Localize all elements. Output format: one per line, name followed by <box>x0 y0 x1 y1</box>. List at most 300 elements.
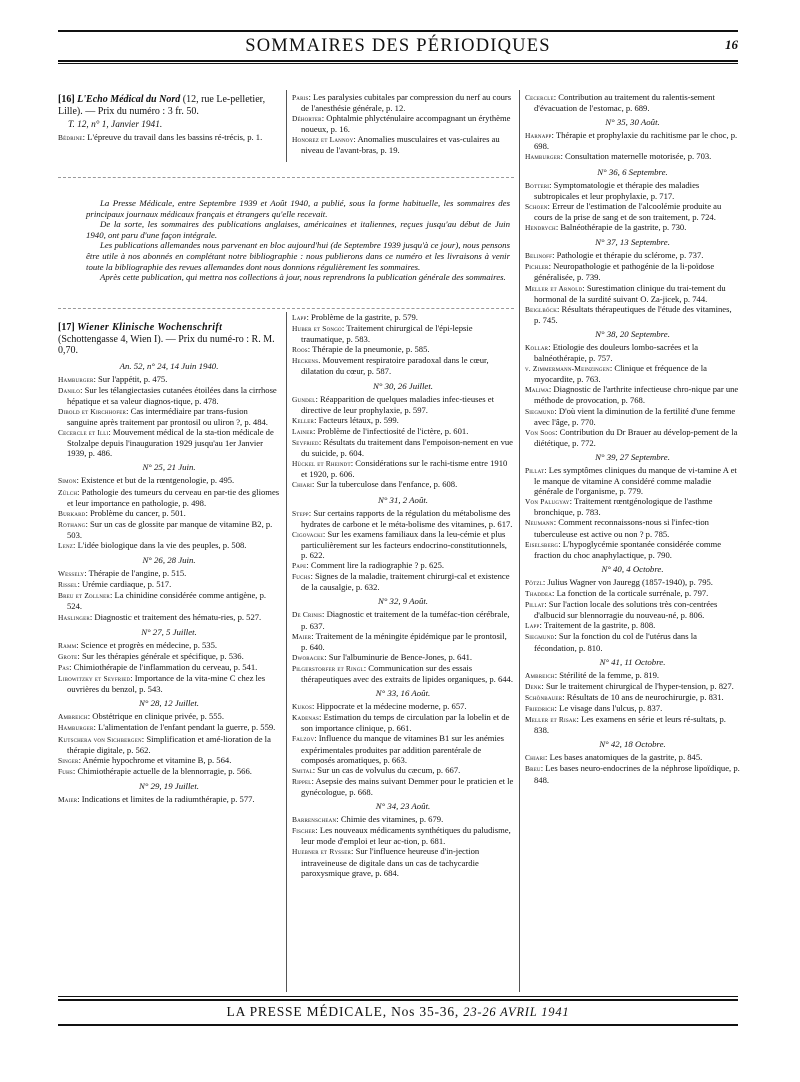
article-author: Grote <box>58 651 78 661</box>
article-author: Kollar <box>525 342 549 352</box>
article-entry <box>292 426 514 437</box>
main-column-2 <box>292 312 514 878</box>
column-rule <box>286 312 287 992</box>
article-entry <box>58 662 280 673</box>
journal-name: Wiener Klinische Wochenschrift <box>77 322 223 333</box>
article-title: : Les paralysies cubitales par compression du nerf au cours de l'anesthésie générale, p. 12. <box>301 92 512 114</box>
header-bottom-rule-thin <box>58 63 738 64</box>
journal-number: [17] <box>58 322 75 333</box>
article-entry <box>292 776 514 797</box>
header-bottom-rule <box>58 60 738 62</box>
article-entry <box>58 612 280 623</box>
article-title: : Réapparition de quelques maladies infec-tieuses et directive de leur prophylaxie, p. 597. <box>301 393 494 415</box>
article-title: : Hippocrate et la médecine moderne, p. 657. <box>311 701 467 712</box>
article-author: Botteri <box>525 180 550 190</box>
article-author: Heckens <box>292 356 319 366</box>
article-title: : Sur les thérapies générale et spécifique, p. 536. <box>77 650 244 661</box>
issue-heading: N° 33, 16 Août. <box>375 688 431 699</box>
article-entry <box>525 363 740 384</box>
article-entry <box>58 755 280 766</box>
article-author: Siegmund <box>525 632 555 642</box>
article-entry <box>525 384 740 405</box>
article-author: Kadenas <box>292 713 320 723</box>
article-author: Rissel <box>58 580 78 590</box>
article-author: Honorez et Lannoy <box>292 135 354 145</box>
article-entry <box>58 579 280 590</box>
article-title: : Thérapie de la pneumonie, p. 585. <box>307 344 430 355</box>
issue-heading: N° 26, 28 Juin. <box>142 555 196 566</box>
article-entry <box>525 714 740 735</box>
article-author: Simon <box>58 476 77 486</box>
footer-journal: LA PRESSE MÉDICALE, <box>226 1004 387 1019</box>
article-title: : Diagnostic et traitement des hématu-ries, p. 527. <box>89 611 262 622</box>
article-author: Thaddea <box>525 589 553 599</box>
article-author: Siegmund <box>525 406 555 416</box>
issue-heading: N° 37, 13 Septembre. <box>595 237 670 248</box>
intro-paragraph: Après cette publication, qui mettra nos collections à jour, nous reprendrons la publication générale des sommaires. <box>100 272 506 283</box>
article-entry <box>292 394 514 415</box>
article-entry <box>292 765 514 776</box>
article-entry <box>292 323 514 344</box>
intro-paragraph: Les publications allemandes nous parvenant en bloc aujourd'hui (de Septembre 1939 jusqu'à ce jour), nous pensons être utile à nos abonnés en complétant notre bibliographie : nous publierons dans ce numéro et les livraisons à venir toute la bibliographie des revues allemandes dont nous donnions régulièrement les sommaires. <box>86 240 510 272</box>
article-title: : Problème du cancer, p. 501. <box>85 507 186 518</box>
article-title: : Indications et limites de la radiumthérapie, p. 577. <box>77 793 255 804</box>
article-author: Hamburger <box>58 374 94 384</box>
journal-info: (Schottengasse 4, Wien I). — Prix du numé-ro : R. M. 0,70. <box>58 333 275 356</box>
article-author: Lapp <box>292 313 307 322</box>
article-entry <box>58 475 280 486</box>
article-author: Meller et Arnold <box>525 283 583 293</box>
article-entry <box>292 134 514 155</box>
article-author: Beiglböck <box>525 304 558 314</box>
intro-paragraph: La Presse Médicale, entre Septembre 1939 et Août 1940, a publié, sous la forme habituelle, les sommaires des principaux journaux médicaux français et étrangers qu'elle recevait. <box>86 198 510 219</box>
issue-blocks <box>58 361 280 806</box>
article-title: : Sur la tuberculose dans l'enfance, p. 608. <box>312 479 458 490</box>
article-title: : Contribution au traitement du ralentis-sement d'évacuation de l'estomac, p. 689. <box>534 92 715 114</box>
article-author: Von Soos <box>525 427 556 437</box>
article-title: : Sur l'albuminurie de Bence-Jones, p. 641. <box>324 651 473 662</box>
article-title: : Neuropathologie et pathogénie de la li-poïdose généralisée, p. 739. <box>534 261 715 283</box>
article-author: Rippel <box>292 776 312 786</box>
article-entry <box>292 344 514 355</box>
article-author: Fuchs <box>292 572 311 582</box>
article-title: : Les examens en série et leurs ré-sultats, p. 838. <box>534 714 726 736</box>
footer-issue: Nos 35-36, <box>391 1004 460 1019</box>
article-title: : Balnéothérapie de la gastrite, p. 730. <box>555 222 687 233</box>
article-title: : Résultats de 10 ans de neurochirurgie, p. 831. <box>562 691 724 702</box>
article-author: Ramm <box>58 640 77 650</box>
article-title: : Asepsie des mains suivant Demmer pour le praticien et le gynécologue, p. 668. <box>301 775 514 797</box>
article-entry <box>525 465 740 496</box>
article-title: : Sur les télangiectasies cutanées étoilées dans la cirrhose hépatique et sa valeur diagnos-tique, p. 478. <box>67 384 277 406</box>
issue-heading: N° 25, 21 Juin. <box>142 462 196 473</box>
column-rule <box>519 90 520 992</box>
article-author: Keller <box>292 415 315 425</box>
article-entry <box>525 692 740 703</box>
article-entry <box>292 609 514 630</box>
article-entry <box>58 673 280 694</box>
journal-17-heading <box>58 322 280 357</box>
article-author: Cigovacki <box>292 529 323 539</box>
article-author: Schoen <box>525 201 548 211</box>
article-title: : Sur les examens familiaux dans la leu-cémie et plus particulièrement sur les facteurs endocrino-constitutionnels, p. 622. <box>301 528 507 560</box>
article-title: : Etiologie des douleurs lombo-sacrées et la balnéothérapie, p. 757. <box>534 341 699 364</box>
article-author: Maliwa <box>525 385 549 395</box>
article-entry <box>525 496 740 517</box>
article-entry <box>58 519 280 540</box>
article-author: Lapp <box>525 621 540 631</box>
entry-list <box>525 92 740 113</box>
article-title: : L'hypoglycémie spontanée considérée comme fraction du choc anaphylactique, p. 790. <box>534 538 722 560</box>
article-entry <box>292 631 514 652</box>
article-title: : Facteurs létaux, p. 599. <box>314 414 399 425</box>
article-title: : Résultats thérapeutiques de l'étude des vitamines, p. 745. <box>534 303 732 325</box>
article-author: Chiari <box>292 480 313 490</box>
article-entry <box>292 415 514 426</box>
issue-heading: N° 27, 5 Juillet. <box>141 626 197 637</box>
article-author: Falzov <box>292 734 315 744</box>
article-title: : Importance de la vita-mine C chez les ouvrières du benzol, p. 543. <box>67 673 266 695</box>
article-author: Meller et Risak <box>525 715 577 725</box>
article-title: . Mouvement respiratoire paradoxal dans le cœur, dilatation du cœur, p. 587. <box>301 355 489 377</box>
article-title: : D'où vient la diminution de la fertilité d'une femme avec l'âge, p. 770. <box>534 405 736 427</box>
journal-number: [16] <box>58 94 75 105</box>
article-author: Ambreich <box>58 712 88 722</box>
issue-heading: N° 39, 27 Septembre. <box>595 451 670 462</box>
article-title: : Obstétrique en clinique privée, p. 555. <box>87 711 224 722</box>
article-author: Schönbauer <box>525 692 563 702</box>
article-title: : Anomalies musculaires et vas-culaires au niveau de l'avant-bras, p. 19. <box>301 134 500 156</box>
issue-blocks <box>525 117 740 784</box>
article-author: Huebner et Rysser <box>292 847 352 857</box>
article-author: Huber et Songo <box>292 324 342 334</box>
article-title: : Diagnostic de l'arthrite infectieuse chro-nique par une méthode de provocation, p. 768. <box>534 384 739 406</box>
article-author: Hamburger <box>58 723 94 733</box>
article-author: Wessely <box>58 569 85 579</box>
article-entry <box>525 681 740 692</box>
article-entry <box>58 711 280 722</box>
article-author: Von Palugyay <box>525 497 570 507</box>
page-header-title: SOMMAIRES DES PÉRIODIQUES <box>245 36 551 56</box>
article-author: Seyfried <box>292 438 319 448</box>
article-entry <box>525 752 740 763</box>
article-author: Smital <box>292 765 313 775</box>
article-entry <box>292 663 514 684</box>
article-author: Stepp <box>292 508 309 518</box>
article-title: : Les bases anatomiques de la gastrite, p. 845. <box>545 752 703 763</box>
intro-text <box>86 198 510 283</box>
article-entry <box>525 588 740 599</box>
article-entry <box>292 701 514 712</box>
issue-heading: N° 35, 30 Août. <box>605 117 660 128</box>
article-author: Dworacek <box>292 652 325 662</box>
article-title: : Simplification et amé-lioration de la thérapie digitale, p. 562. <box>67 733 271 755</box>
article-title: : Urémie cardiaque, p. 517. <box>77 579 172 590</box>
footer-date: 23-26 AVRIL 1941 <box>463 1005 570 1019</box>
article-title: : L'idée biologique dans la vie des peuples, p. 508. <box>73 540 247 550</box>
footer-bottom-rule <box>58 1024 738 1026</box>
article-title: : Cas intermédiaire par trans-fusion sanguine après traitement par prontosil ou uliron ?, p. 484. <box>67 405 268 427</box>
article-entry <box>525 180 740 201</box>
article-entry <box>525 201 740 222</box>
article-entry <box>525 703 740 714</box>
article-author: Ambreich <box>525 670 555 680</box>
article-entry <box>292 113 514 134</box>
article-title: : Pathologie et thérapie du sclérome, p. 737. <box>552 250 704 261</box>
article-entry <box>292 712 514 733</box>
article-entry <box>58 374 280 385</box>
article-title: : Problème de l'infectiosité de l'ictère, p. 601. <box>313 425 469 436</box>
article-title: : La chinidine considérée comme antigène, p. 524. <box>67 590 267 612</box>
article-author: Cecercle et Illi <box>58 428 109 438</box>
article-title: : Chimiothérapie de l'inflammation du cerveau, p. 541. <box>69 661 258 672</box>
issue-heading: N° 42, 18 Octobre. <box>599 739 666 750</box>
article-entry <box>525 577 740 588</box>
article-title: : Problème de la gastrite, p. 579. <box>306 312 418 322</box>
article-title: : Thérapie de l'angine, p. 515. <box>84 568 187 579</box>
issue-heading: N° 28, 12 Juillet. <box>139 698 199 709</box>
article-title: : Comment lire la radiographie ? p. 625. <box>306 560 445 571</box>
article-author: Bédrine <box>58 133 83 143</box>
article-entry <box>58 427 280 458</box>
article-entry <box>525 599 740 620</box>
article-entry <box>58 540 280 551</box>
article-title: : Contribution du Dr Brauer au dévelop-pement de la diététique, p. 772. <box>534 426 738 448</box>
journal-info: (12, rue Le-pelletier, Lille). — Prix du numéro : 3 fr. 50. <box>58 94 266 117</box>
article-entry <box>58 568 280 579</box>
article-entry <box>525 517 740 538</box>
article-author: Zülch <box>58 487 78 497</box>
footer-top-rule-thick <box>58 999 738 1001</box>
article-title: : Communication sur des essais thérapeutiques avec des extraits de lipides organiques, p. 644. <box>301 662 513 684</box>
article-author: Hamburger <box>525 152 561 162</box>
article-author: Maier <box>58 794 78 804</box>
article-entry <box>58 766 280 777</box>
article-title: : Le visage dans l'ulcus, p. 837. <box>554 702 663 713</box>
article-entry <box>292 560 514 571</box>
article-title: : Signes de la maladie, traitement chirurgi-cal et existence de la causalgie, p. 632. <box>301 571 510 593</box>
entry-list <box>292 312 514 377</box>
issue-heading: T. 12, n° 1, Janvier 1941. <box>68 120 163 130</box>
article-entry <box>58 406 280 427</box>
top-middle-column <box>292 92 514 156</box>
article-title: : Sur un cas de volvulus du cæcum, p. 667. <box>312 764 461 775</box>
article-author: Maier <box>292 631 312 641</box>
article-author: Lenz <box>58 541 74 550</box>
page-footer <box>58 1004 738 1020</box>
article-entry <box>292 814 514 825</box>
intro-paragraph: De la sorte, les sommaires des publications anglaises, américaines et italiennes, reçues jusqu'au début de Juin 1940, ont paru d'une façon intégrale. <box>86 219 510 240</box>
article-title: : Traitement de la gastrite, p. 808. <box>539 620 656 631</box>
article-title: : Stérilité de la femme, p. 819. <box>554 669 660 680</box>
article-entry <box>525 539 740 560</box>
article-title: : Chimiothérapie actuelle de la blennorragie, p. 566. <box>72 765 252 776</box>
article-author: Hückel et Rheindt <box>292 459 351 469</box>
article-title: : Considérations sur le rachi-tisme entre 1910 et 1920, p. 606. <box>301 458 508 480</box>
article-title: : Résultats du traitement dans l'empoison-nement en vue du suicide, p. 604. <box>301 437 513 459</box>
article-entry <box>58 722 280 733</box>
article-title: : Les symptômes cliniques du manque de vi-tamine A et le manque de vitamine A considéré comme maladie générale de l'organisme, p. 779. <box>534 465 737 497</box>
article-author: Hendrych <box>525 223 556 233</box>
article-title: : Sur un cas de glossite par manque de vitamine B2, p. 503. <box>67 518 273 540</box>
article-title: : Science et progrès en médecine, p. 535. <box>76 639 218 650</box>
article-entry <box>525 151 740 162</box>
article-author: Pillat <box>525 600 545 610</box>
article-entry <box>525 283 740 304</box>
article-entry <box>525 670 740 681</box>
article-author: Roos <box>292 345 308 355</box>
article-author: Harnapp <box>525 131 552 141</box>
article-entry <box>292 733 514 764</box>
article-title: : Pathologie des tumeurs du cerveau en par-tie des gliomes et leur importance en pathologie, p. 498. <box>67 486 280 508</box>
article-author: De Crinis <box>292 610 323 620</box>
article-entry <box>58 590 280 611</box>
header-top-rule <box>58 30 738 32</box>
issue-heading: N° 38, 20 Septembre. <box>595 328 670 339</box>
article-author: Danilo <box>58 385 81 395</box>
article-title: : Thérapie et prophylaxie du rachitisme par le choc, p. 698. <box>534 130 738 152</box>
article-entry <box>292 825 514 846</box>
article-title: : Mouvement médical de la sta-tion médicale de Stolzalpe depuis l'inauguration 1929 jusqu'au 1er Janvier 1939, p. 486. <box>67 427 274 459</box>
article-author: Belinoff <box>525 251 553 261</box>
issue-heading: N° 32, 9 Août. <box>377 596 429 607</box>
article-author: Kutschera von Sichbergen <box>58 734 142 744</box>
article-title: : Sur l'appétit, p. 475. <box>93 373 168 384</box>
section-separator <box>58 177 514 178</box>
article-title: : La fonction de la corticale surrénale, p. 797. <box>552 588 709 599</box>
article-author: Dibold et Kirchhofer <box>58 406 127 416</box>
entry-list <box>292 92 514 156</box>
article-entry <box>292 479 514 490</box>
article-author: Eiselsberg <box>525 539 559 549</box>
article-author: Breu <box>525 764 541 774</box>
article-entry <box>292 312 514 323</box>
article-author: Lainer <box>292 426 313 436</box>
article-title: : Sur certains rapports de la régulation du métabolisme des hydrates de carbone et le méta-bolisme des vitamines, p. 617. <box>301 507 513 529</box>
article-author: Libowitzky et Seyfried <box>58 674 131 684</box>
article-title: : Julius Wagner von Jauregg (1857-1940), p. 795. <box>542 576 713 587</box>
article-entry <box>58 794 280 805</box>
article-title: : Influence du manque de vitamines B1 sur les anémies expérimentales produites par addition parentérale de composés aromatiques, p. 663. <box>301 733 504 765</box>
issue-heading: N° 34, 23 Août. <box>375 801 431 812</box>
article-entry <box>58 734 280 755</box>
article-title: : Sur la fonction du col de l'utérus dans la fécondation, p. 810. <box>534 631 697 653</box>
article-title: : Erreur de l'estimation de l'alcoolémie produite au cours de la prise de sang et de son traitement, p. 724. <box>534 200 722 222</box>
article-entry <box>292 529 514 560</box>
article-entry <box>525 406 740 427</box>
article-author: Chiari <box>525 753 546 763</box>
article-author: Pilgerstorfer et Ringl <box>292 663 364 673</box>
main-column-3 <box>525 92 740 785</box>
article-title: : Estimation du temps de circulation par la lobelin et de son importance clinique, p. 661. <box>301 712 510 734</box>
article-entry <box>292 355 514 376</box>
article-title: : Les bases neuro-endocrines de la néphrose lipoïdique, p. 848. <box>534 763 740 785</box>
article-entry <box>58 651 280 662</box>
article-title: : Comment reconnaissons-nous si l'infec-tion tuberculeuse est active ou non ? p. 785. <box>534 517 709 539</box>
article-title: : Traitement chirurgical de l'épi-lepsie traumatique, p. 583. <box>301 323 473 345</box>
article-title: : Traitement rœntgénologique de l'asthme bronchique, p. 783. <box>534 496 713 518</box>
article-author: Cecercle <box>525 93 554 102</box>
article-title: : Symptomatologie et thérapie des maladies subtropicales et leur prophylaxie, p. 717. <box>534 179 700 201</box>
article-title: : Existence et but de la rœntgenologie, p. 495. <box>76 475 235 486</box>
article-entry <box>525 261 740 282</box>
article-title: : Anémie hypochrome et vitamine B, p. 564. <box>78 754 232 765</box>
footer-top-rule <box>58 996 738 997</box>
article-title: : Sur le traitement chirurgical de l'hyper-tension, p. 827. <box>541 680 734 691</box>
article-author: Haslinger <box>58 612 90 622</box>
issue-blocks <box>292 381 514 878</box>
issue-heading: N° 41, 11 Octobre. <box>599 656 666 667</box>
article-entry <box>58 385 280 406</box>
article-title: : Les nouveaux médicaments synthétiques du paludisme, leur mode d'emploi et leur ac-tion, p. 681. <box>301 825 511 847</box>
article-entry <box>525 250 740 261</box>
article-title: : L'épreuve du travail dans les bassins ré-trécis, p. 1. <box>82 132 263 143</box>
article-entry <box>292 92 514 113</box>
article-author: Pas <box>58 662 70 672</box>
article-entry <box>525 92 740 113</box>
article-entry <box>58 487 280 508</box>
article-entry <box>58 132 280 143</box>
article-author: Paris <box>292 93 309 102</box>
article-entry <box>292 508 514 529</box>
column-rule <box>286 90 287 162</box>
article-author: Déhorter <box>292 114 322 124</box>
page-number: 16 <box>725 37 738 52</box>
main-column-1 <box>58 322 280 805</box>
article-entry <box>525 763 740 784</box>
top-left-column <box>58 94 280 143</box>
article-entry <box>292 437 514 458</box>
issue-heading: N° 30, 26 Juillet. <box>373 380 433 391</box>
article-author: Pötzl <box>525 577 543 587</box>
article-title: : Chimie des vitamines, p. 679. <box>336 814 444 825</box>
article-author: v. Zimmermann-Meinzingen <box>525 364 610 374</box>
article-title: : Surestimation clinique du trai-tement du hormonal de la surdité suivant O. Za-jicek, p. 744. <box>534 282 726 304</box>
article-entry <box>292 846 514 877</box>
article-entry <box>525 304 740 325</box>
article-entry <box>525 631 740 652</box>
article-author: Kukos <box>292 702 312 712</box>
article-author: Pillat <box>525 466 545 475</box>
article-author: Burkard <box>58 508 86 518</box>
article-entry <box>525 342 740 363</box>
article-author: Breu et Zollner <box>58 591 110 601</box>
article-author: Fuhs <box>58 766 73 776</box>
article-author: Friedrich <box>525 703 555 713</box>
article-title: : Sur l'action locale des solutions très con-centrées d'albucid sur blennorragie du nouveau-né, p. 806. <box>534 599 718 621</box>
article-author: Barrenschean <box>292 815 337 825</box>
entry-list <box>58 132 280 143</box>
journal-16-heading <box>58 94 280 117</box>
article-author: Singer <box>58 755 79 765</box>
article-author: Pape <box>292 561 307 571</box>
article-entry <box>292 652 514 663</box>
article-entry <box>525 222 740 233</box>
article-entry <box>525 427 740 448</box>
issue-heading: N° 31, 2 Août. <box>377 494 429 505</box>
article-title: : Sur l'influence heureuse d'in-jection intraveineuse de digitale dans un cas de tachycardie paroxysmique grave, p. 684. <box>301 846 480 878</box>
article-author: Pichler <box>525 262 549 272</box>
article-entry <box>292 458 514 479</box>
article-title: : Consultation maternelle motorisée, p. 703. <box>560 151 712 162</box>
article-author: Gundel <box>292 394 316 404</box>
article-entry <box>58 508 280 519</box>
article-author: Denk <box>525 681 542 691</box>
article-author: Fischer <box>292 826 316 836</box>
journal-name: L'Echo Médical du Nord <box>77 94 181 105</box>
issue-heading: N° 40, 4 Octobre. <box>601 563 664 574</box>
article-entry <box>58 640 280 651</box>
